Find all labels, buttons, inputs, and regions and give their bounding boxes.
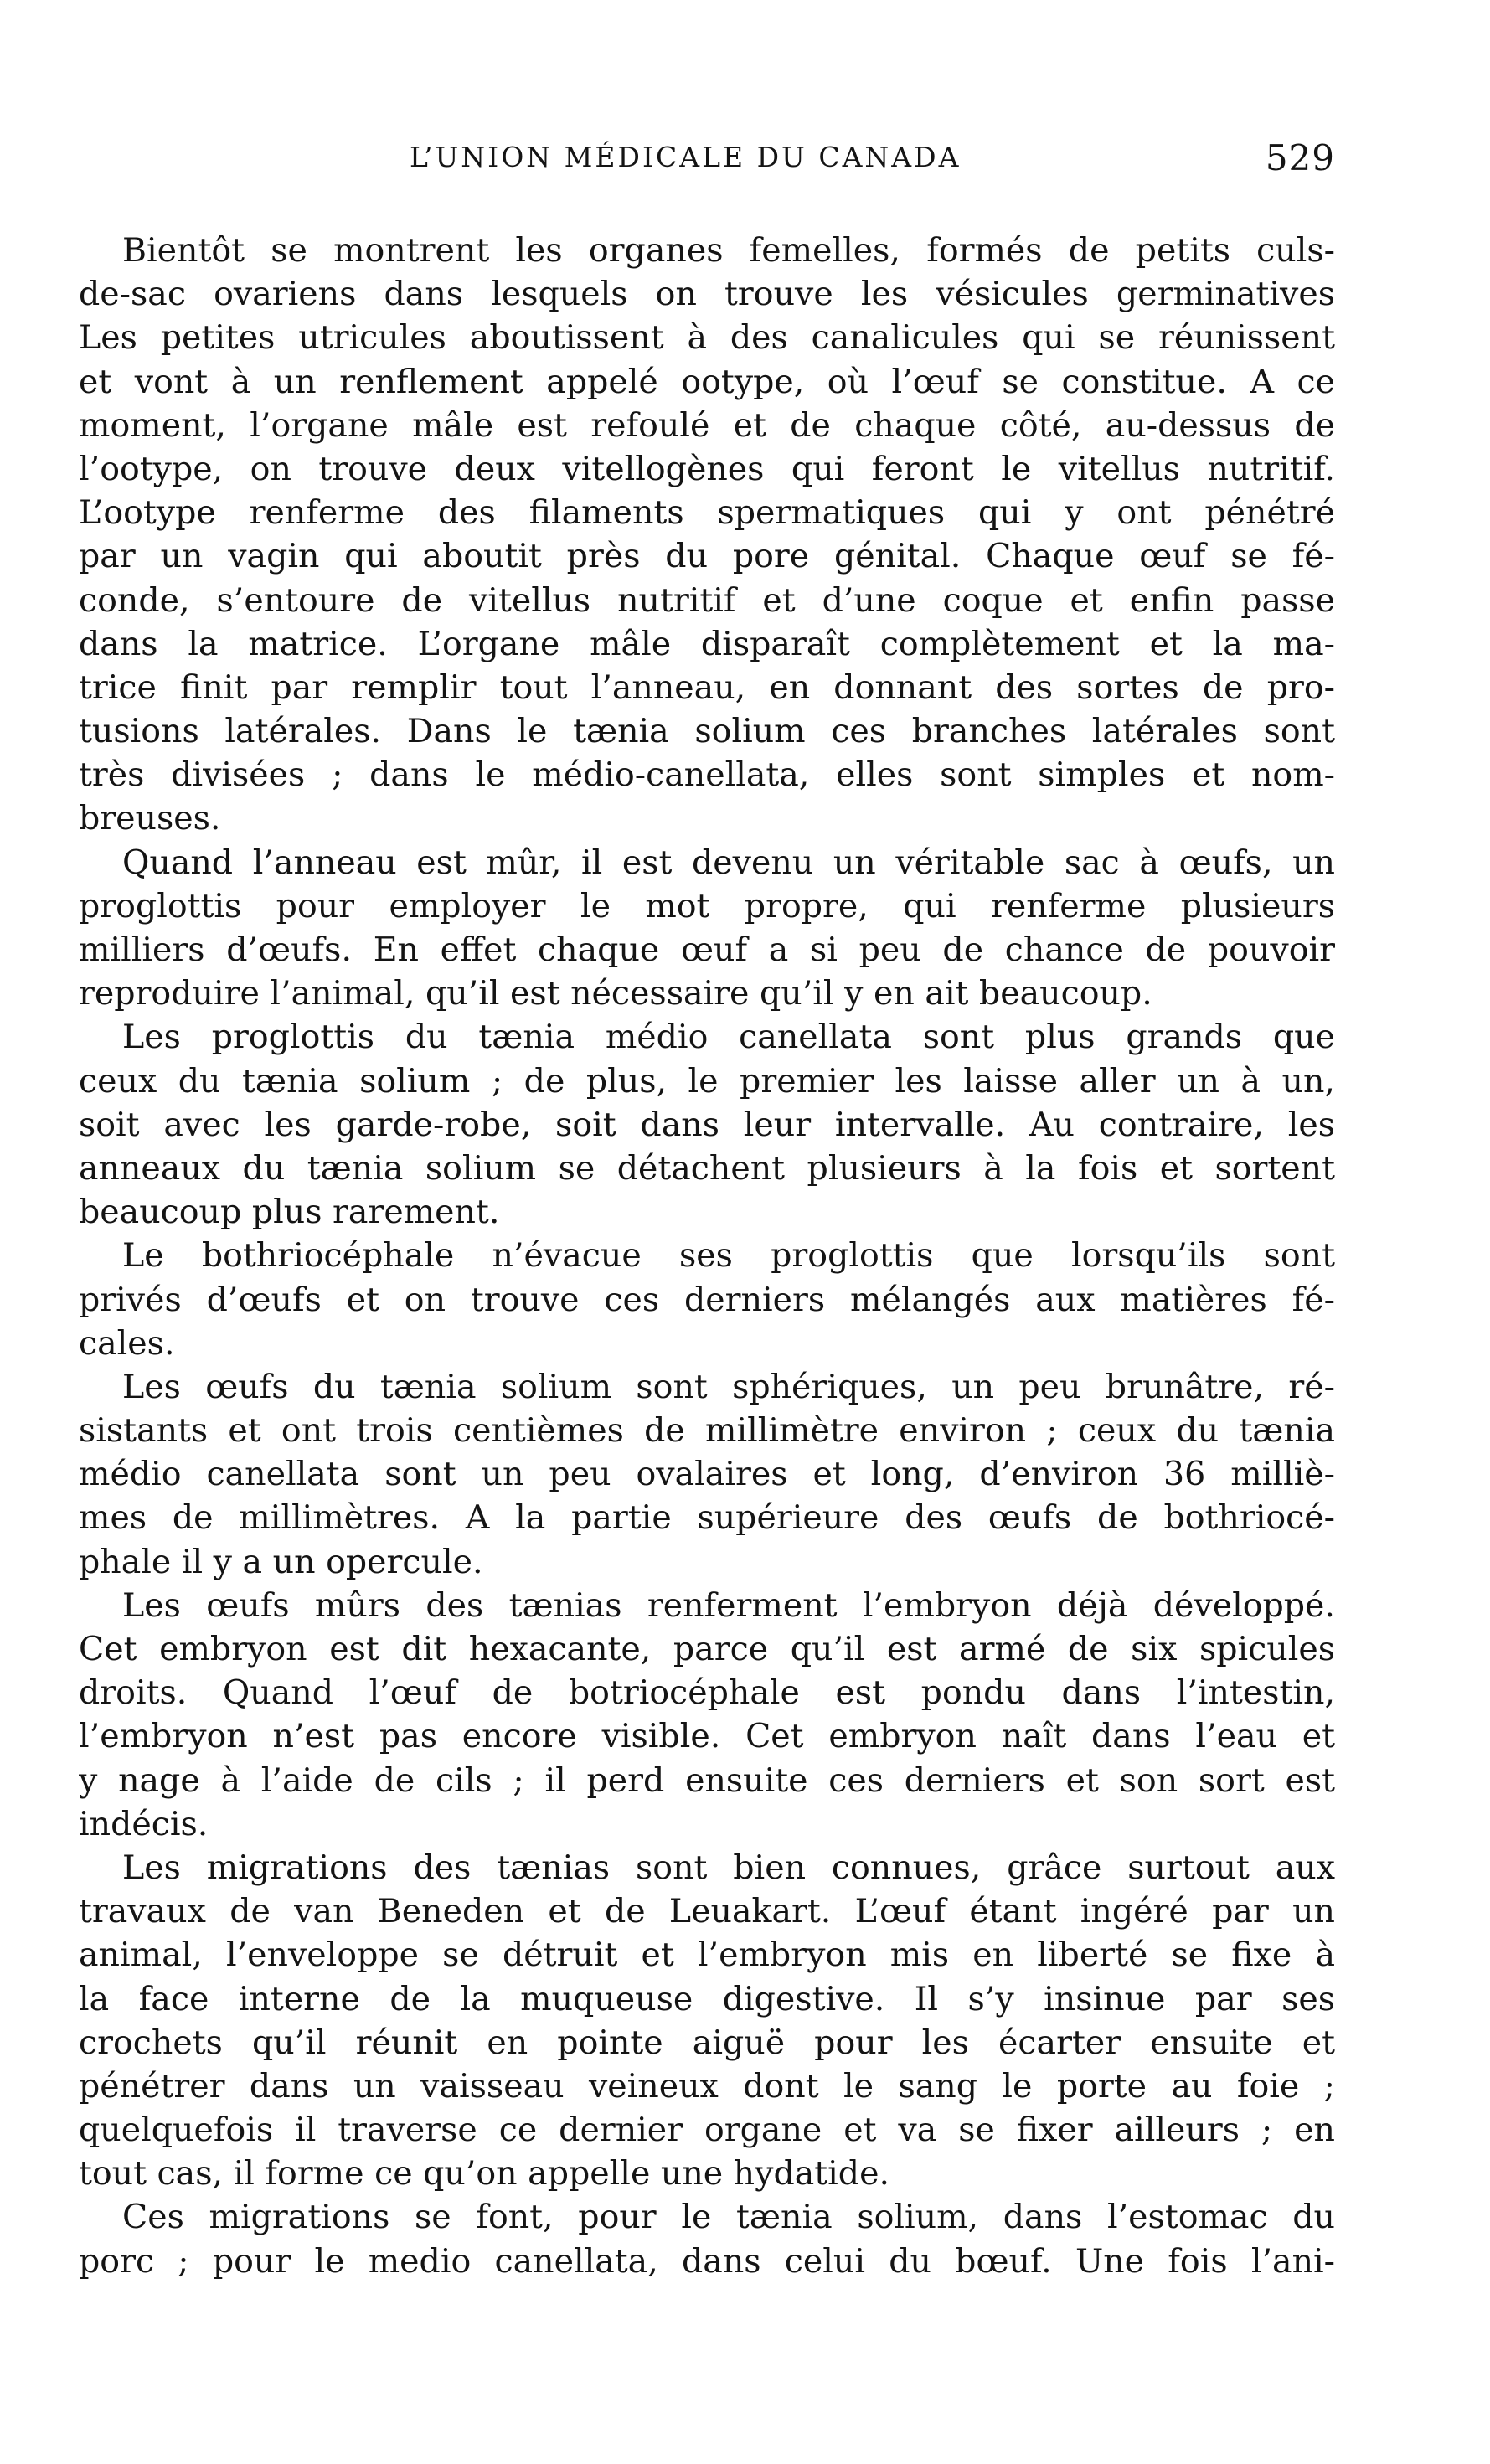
text-line: Les œufs mûrs des tænias renferment l’embryon déjà développé.	[122, 1585, 1335, 1625]
paragraph	[79, 841, 1335, 1016]
text-line: et vont à un renflement appelé ootype, où l’œuf se constitue. A ce	[79, 362, 1335, 401]
text-line: pénétrer dans un vaisseau veineux dont le sang le porte au foie ;	[79, 2066, 1335, 2106]
text-line: anneaux du tænia solium se détachent plusieurs à la fois et sortent	[79, 1148, 1335, 1188]
text-line: l’embryon n’est pas encore visible. Cet embryon naît dans l’eau et	[79, 1717, 1335, 1756]
text-line: par un vagin qui aboutit près du pore génital. Chaque œuf se fé-	[79, 537, 1335, 576]
text-line: conde, s’entoure de vitellus nutritif et d’une coque et enfin passe	[79, 580, 1335, 620]
text-line: Le bothriocéphale n’évacue ses proglottis que lorsqu’ils sont	[122, 1236, 1335, 1276]
text-line: sistants et ont trois centièmes de millimètre environ ; ceux du tænia	[79, 1411, 1335, 1451]
text-line: la face interne de la muqueuse digestive. Il s’y insinue par ses	[79, 1979, 1335, 2018]
text-line: dans la matrice. L’organe mâle disparaît complètement et la ma-	[79, 624, 1335, 663]
paragraph	[79, 1846, 1335, 2196]
text-line: milliers d’œufs. En effet chaque œuf a si peu de chance de pouvoir	[79, 930, 1335, 969]
body-text	[79, 229, 1335, 2283]
paragraph	[79, 1015, 1335, 1234]
text-line: trice finit par remplir tout l’anneau, en donnant des sortes de pro-	[79, 668, 1335, 707]
text-line: très divisées ; dans le médio-canellata, elles sont simples et nom-	[79, 755, 1335, 795]
text-line: Ces migrations se font, pour le tænia solium, dans l’estomac du	[122, 2198, 1335, 2237]
text-line: crochets qu’il réunit en pointe aiguë pour les écarter ensuite et	[79, 2023, 1335, 2062]
text-line: cales.	[79, 1323, 175, 1363]
text-line: beaucoup plus rarement.	[79, 1193, 500, 1232]
paragraph	[79, 2195, 1335, 2282]
page-number: 529	[1265, 137, 1335, 178]
text-line: mes de millimètres. A la partie supérieure des œufs de bothriocé-	[79, 1498, 1335, 1538]
text-line: quelquefois il traverse ce dernier organe et va se fixer ailleurs ; en	[79, 2111, 1335, 2150]
text-line: Les migrations des tænias sont bien connues, grâce surtout aux	[122, 1848, 1335, 1887]
paragraph	[79, 1234, 1335, 1365]
text-line: animal, l’enveloppe se détruit et l’embryon mis en liberté se fixe à	[79, 1936, 1335, 1975]
text-line: Les petites utricules aboutissent à des canalicules qui se réunissent	[79, 318, 1335, 358]
text-line: de-sac ovariens dans lesquels on trouve les vésicules germinatives	[79, 275, 1335, 314]
text-line: travaux de van Beneden et de Leuakart. L’œuf étant ingéré par un	[79, 1892, 1335, 1931]
text-line: reproduire l’animal, qu’il est nécessaire qu’il y en ait beaucoup.	[79, 974, 1152, 1013]
journal-title: L’UNION MÉDICALE DU CANADA	[410, 141, 962, 173]
text-line: tusions latérales. Dans le tænia solium ces branches latérales sont	[79, 712, 1335, 751]
text-line: y nage à l’aide de cils ; il perd ensuite ces derniers et son sort est	[79, 1760, 1335, 1800]
document-page	[79, 0, 1335, 2464]
text-line: Cet embryon est dit hexacante, parce qu’il est armé de six spicules	[79, 1630, 1335, 1668]
text-line: tout cas, il forme ce qu’on appelle une hydatide.	[79, 2154, 890, 2193]
text-line: phale il y a un opercule.	[79, 1542, 483, 1581]
text-line: soit avec les garde-robe, soit dans leur intervalle. Au contraire, les	[79, 1105, 1335, 1144]
text-line: porc ; pour le medio canellata, dans celui du bœuf. Une fois l’ani-	[79, 2241, 1335, 2281]
text-line: Les proglottis du tænia médio canellata sont plus grands que	[122, 1018, 1335, 1057]
text-line: l’ootype, on trouve deux vitellogènes qui feront le vitellus nutritif.	[79, 449, 1335, 488]
paragraph	[79, 1584, 1335, 1846]
text-line: privés d’œufs et on trouve ces derniers mélangés aux matières fé-	[79, 1280, 1335, 1319]
text-line: indécis.	[79, 1804, 209, 1843]
text-line: breuses.	[79, 799, 221, 838]
text-line: droits. Quand l’œuf de botriocéphale est pondu dans l’intestin,	[79, 1673, 1335, 1713]
text-line: Les œufs du tænia solium sont sphériques, un peu brunâtre, ré-	[122, 1367, 1335, 1406]
text-line: L’ootype renferme des filaments spermatiques qui y ont pénétré	[79, 493, 1335, 533]
text-line: Quand l’anneau est mûr, il est devenu un véritable sac à œufs, un	[122, 843, 1335, 882]
paragraph	[79, 1365, 1335, 1584]
paragraph	[79, 229, 1335, 841]
text-line: médio canellata sont un peu ovalaires et long, d’environ 36 milliè-	[79, 1455, 1335, 1494]
text-line: moment, l’organe mâle est refoulé et de chaque côté, au-dessus de	[79, 405, 1335, 445]
text-line: proglottis pour employer le mot propre, qui renferme plusieurs	[79, 886, 1335, 925]
running-header	[79, 137, 1335, 188]
text-line: ceux du tænia solium ; de plus, le premier les laisse aller un à un,	[79, 1061, 1335, 1101]
text-line: Bientôt se montrent les organes femelles, formés de petits culs-	[122, 231, 1335, 270]
